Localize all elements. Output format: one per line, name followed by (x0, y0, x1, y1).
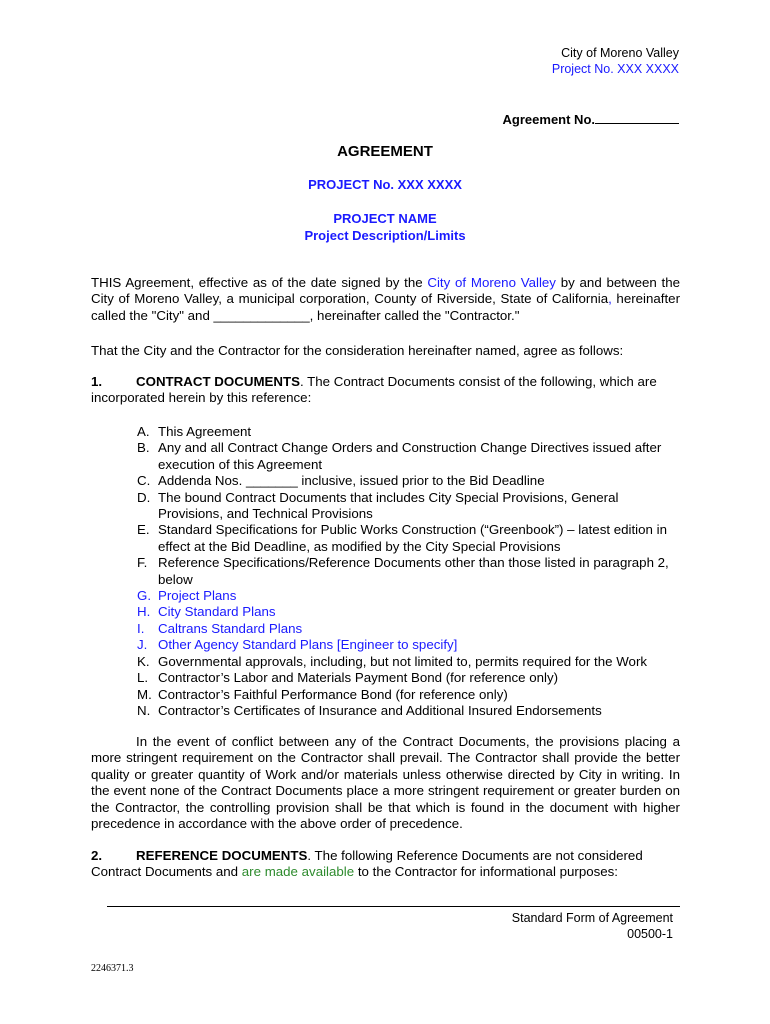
list-text: Standard Specifications for Public Works Construction (“Greenbook”) – latest edition in effect at the Bid Deadline, as modified by the City Special Provisions (158, 522, 667, 554)
list-item (137, 555, 682, 588)
list-letter: N. (137, 702, 151, 718)
list-text: Reference Specifications/Reference Documents other than those listed in paragraph 2, below (158, 555, 669, 587)
list-item (137, 588, 682, 604)
header-city: City of Moreno Valley (561, 46, 679, 60)
section-2-text-1: . The following Reference Documents are not considered Contract Documents and (91, 848, 643, 880)
list-letter: C. (137, 473, 151, 489)
intro-comma: , (608, 291, 612, 307)
list-letter: E. (137, 522, 150, 538)
list-text: Addenda Nos. _______ inclusive, issued prior to the Bid Deadline (158, 473, 545, 489)
list-letter: B. (137, 440, 150, 456)
list-letter: L. (137, 670, 149, 686)
list-item (137, 522, 682, 555)
list-text: Any and all Contract Change Orders and Construction Change Directives issued after execution of this Agreement (158, 440, 662, 472)
agreement-number-blank (595, 110, 679, 124)
list-text: Caltrans Standard Plans (158, 620, 303, 636)
section-1-paragraph (91, 374, 680, 407)
list-item (137, 604, 682, 620)
document-title: AGREEMENT (337, 143, 433, 160)
list-letter: A. (137, 424, 150, 439)
list-item (137, 654, 682, 670)
agreement-number-line (503, 110, 679, 127)
intro-text-1: THIS Agreement, effective as of the date signed by the (91, 275, 428, 290)
section-1-text: . The Contract Documents consist of the following, which are incorporated herein by this reference: (91, 374, 657, 406)
footer-divider (107, 906, 680, 907)
list-text: Contractor’s Certificates of Insurance and Additional Insured Endorsements (158, 702, 602, 718)
list-item (137, 424, 682, 440)
list-text: The bound Contract Documents that includes City Special Provisions, General Provisions, and Technical Provisions (158, 489, 619, 522)
list-letter: K. (137, 653, 150, 669)
section-2-title: REFERENCE DOCUMENTS (136, 848, 308, 863)
list-letter: J. (137, 637, 148, 653)
list-item (137, 473, 682, 489)
contract-documents-list (137, 424, 682, 719)
list-letter: H. (137, 604, 151, 620)
list-letter: I. (137, 620, 145, 636)
project-description: Project Description/Limits (304, 228, 466, 243)
project-name-block (0, 210, 770, 244)
list-item (137, 440, 682, 473)
list-item (137, 687, 682, 703)
project-number-heading: PROJECT No. XXX XXXX (308, 177, 462, 192)
page-header (552, 45, 679, 77)
section-2-made-available: are made available (241, 864, 355, 880)
intro-text-2: by and between the City of Moreno Valley, a municipal corporation, County of Riverside, State of California (91, 275, 680, 307)
list-letter: G. (137, 588, 152, 604)
list-text: Project Plans (158, 588, 237, 604)
list-text: City Standard Plans (158, 604, 276, 620)
intro-text-3: hereinafter called the "City" and _____________, hereinafter called the "Contractor." (91, 291, 681, 323)
section-2-text-2: to the Contractor for informational purposes: (354, 864, 618, 880)
header-project-no: Project No. XXX XXXX (551, 62, 679, 76)
section-2-paragraph (91, 848, 680, 881)
conflict-paragraph: In the event of conflict between any of the Contract Documents, the provisions placing a more stringent requirement on the Contractor shall prevail. The Contractor shall provide the better quality or greater quantity of Work and/or materials unless otherwise directed by City in writing. In the event none of the Contract Documents place a more stringent requirement or greater burden on the Contractor, the controlling provision shall be that which is found in the document with higher precedence in accordance with the above order of precedence. (91, 734, 680, 832)
list-item (137, 621, 682, 637)
section-1-number: 1. (91, 374, 103, 389)
intro-paragraph (91, 275, 680, 324)
list-text: Other Agency Standard Plans [Engineer to specify] (158, 637, 458, 653)
section-2-number: 2. (91, 848, 103, 863)
agreement-number-label: Agreement No. (502, 112, 595, 127)
intro-city-name: City of Moreno Valley (427, 275, 556, 290)
list-item (137, 637, 682, 653)
footer-form-name: Standard Form of Agreement (511, 911, 673, 925)
consideration-paragraph: That the City and the Contractor for the consideration hereinafter named, agree as follows: (91, 343, 624, 358)
list-text: Contractor’s Labor and Materials Payment Bond (for reference only) (158, 670, 559, 686)
list-item (137, 490, 682, 523)
footer-form-number: 00500-1 (627, 927, 673, 941)
list-letter: F. (137, 555, 148, 571)
list-letter: M. (137, 686, 152, 702)
list-text: Governmental approvals, including, but not limited to, permits required for the Work (158, 653, 648, 669)
list-item (137, 670, 682, 686)
page-footer (512, 910, 673, 942)
list-item (137, 703, 682, 719)
list-text: Contractor’s Faithful Performance Bond (for reference only) (158, 686, 508, 702)
project-name: PROJECT NAME (333, 211, 437, 226)
document-id: 2246371.3 (91, 963, 134, 974)
list-letter: D. (137, 489, 151, 505)
list-text: This Agreement (158, 424, 252, 439)
section-1-title: CONTRACT DOCUMENTS (136, 374, 300, 389)
